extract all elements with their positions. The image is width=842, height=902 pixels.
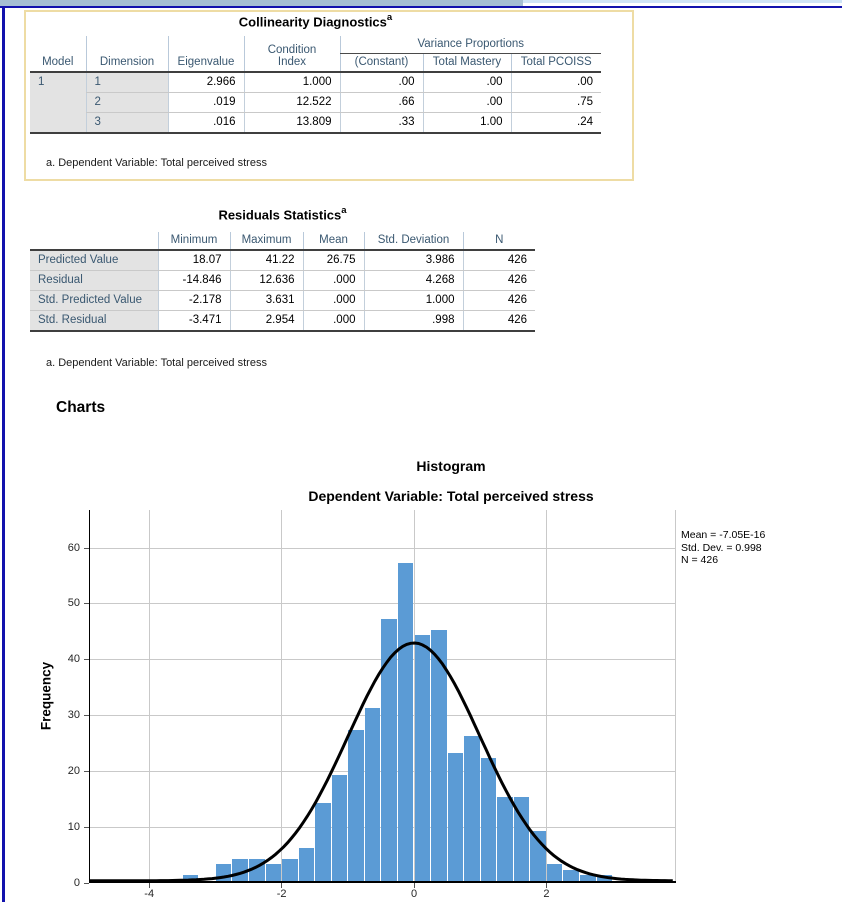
collinearity-title-footnote-marker: a [386,12,393,23]
collinearity-table-title [30,13,601,29]
cell-dimension: 2 [86,93,168,113]
cell-value: -14.846 [158,271,230,291]
histogram-plot-area[interactable] [67,510,676,900]
cell-dimension: 3 [86,113,168,134]
cell-value: .000 [303,311,364,332]
cell-value: 1.00 [423,113,511,134]
legend-mean: Mean = -7.05E-16 [681,529,766,541]
residuals-table-row [30,250,535,271]
y-tick-label: 60 [67,541,80,554]
residuals-table[interactable] [30,232,535,332]
col-header-n: N [463,232,535,250]
pane-top-border [0,6,842,8]
residuals-table-row [30,271,535,291]
chart-statistics-legend [681,529,765,567]
y-tick-label: 50 [67,597,80,610]
residuals-table-title [30,206,535,222]
cell-row-label: Predicted Value [30,250,158,271]
cell-value: .016 [168,113,244,134]
x-tick-label: 0 [410,888,418,900]
cell-value: 41.22 [230,250,303,271]
cell-row-label: Residual [30,271,158,291]
y-axis-label: Frequency [38,661,54,731]
collinearity-table[interactable] [30,36,601,134]
legend-std-dev: Std. Dev. = 0.998 [681,541,762,554]
collinearity-table-row [30,93,601,113]
x-tick-label: -2 [276,888,287,900]
col-header-eigenvalue: Eigenvalue [168,36,244,72]
cell-value: 426 [463,311,535,332]
cell-value: 1.000 [364,291,463,311]
cell-dimension: 1 [86,72,168,93]
cell-value: .000 [303,271,364,291]
normal-curve-path [89,643,673,881]
cell-value: 3.631 [230,291,303,311]
collinearity-table-row [30,72,601,93]
legend-n: N = 426 [681,554,719,566]
residuals-footnote: a. Dependent Variable: Total perceived stress [46,357,267,369]
cell-value: 12.636 [230,271,303,291]
y-axis-line [89,510,90,883]
residuals-title-text: Residuals Statistics [218,207,342,223]
pane-left-border [2,8,5,902]
y-tick-label: 0 [73,876,80,889]
collinearity-title-text: Collinearity Diagnostics [238,14,387,30]
col-header-minimum: Minimum [158,232,230,250]
col-header-maximum: Maximum [230,232,303,250]
cell-value: 26.75 [303,250,364,271]
cell-value: .33 [340,113,423,134]
cell-value: 13.809 [244,113,340,134]
cell-value: 426 [463,291,535,311]
cell-value: 426 [463,250,535,271]
cell-value: 3.986 [364,250,463,271]
y-tick-label: 30 [67,709,80,721]
cell-value: 18.07 [158,250,230,271]
charts-section-heading: Charts [56,399,106,416]
x-tick-label: -4 [144,888,155,900]
col-header-total-pcoiss: Total PCOISS [511,54,601,73]
collinearity-footnote: a. Dependent Variable: Total perceived stress [46,157,267,169]
cell-value: .000 [303,291,364,311]
cell-value: .75 [511,93,601,113]
cell-value: 4.268 [364,271,463,291]
residuals-title-footnote-marker: a [341,205,347,216]
y-tick-label: 20 [67,764,80,777]
cell-value: .00 [423,93,511,113]
col-header-model: Model [30,36,86,72]
y-tick-label: 40 [67,653,80,666]
cell-value: 2.966 [168,72,244,93]
residuals-table-row [30,291,535,311]
col-header-condition-index: Condition Index [244,36,340,72]
cell-value: .00 [340,72,423,93]
y-tick-label: 10 [67,820,80,833]
cell-value: -3.471 [158,311,230,332]
cell-row-label: Std. Residual [30,311,158,332]
cell-value: 1.000 [244,72,340,93]
col-header-dimension: Dimension [86,36,168,72]
cell-value: .019 [168,93,244,113]
cell-value: 426 [463,271,535,291]
cell-model: 1 [30,72,86,133]
cell-value: .00 [511,72,601,93]
x-tick-label: 2 [543,888,550,900]
col-header-constant: (Constant) [340,54,423,73]
cell-row-label: Std. Predicted Value [30,291,158,311]
histogram-subtitle: Dependent Variable: Total perceived stress [308,488,594,504]
normal-curve [89,510,676,883]
cell-value: .00 [423,72,511,93]
cell-value: 2.954 [230,311,303,332]
cell-value: .998 [364,311,463,332]
cell-value: -2.178 [158,291,230,311]
col-header-blank [30,232,158,250]
histogram-title: Histogram [416,458,486,474]
collinearity-table-row [30,113,601,134]
cell-value: .24 [511,113,601,134]
col-header-variance-proportions: Variance Proportions [340,36,601,54]
col-header-mean: Mean [303,232,364,250]
col-header-total-mastery: Total Mastery [423,54,511,73]
col-header-std-deviation: Std. Deviation [364,232,463,250]
x-axis-line [89,881,676,883]
pane-top-highlight [523,0,842,3]
cell-value: 12.522 [244,93,340,113]
cell-value: .66 [340,93,423,113]
residuals-table-row [30,311,535,332]
